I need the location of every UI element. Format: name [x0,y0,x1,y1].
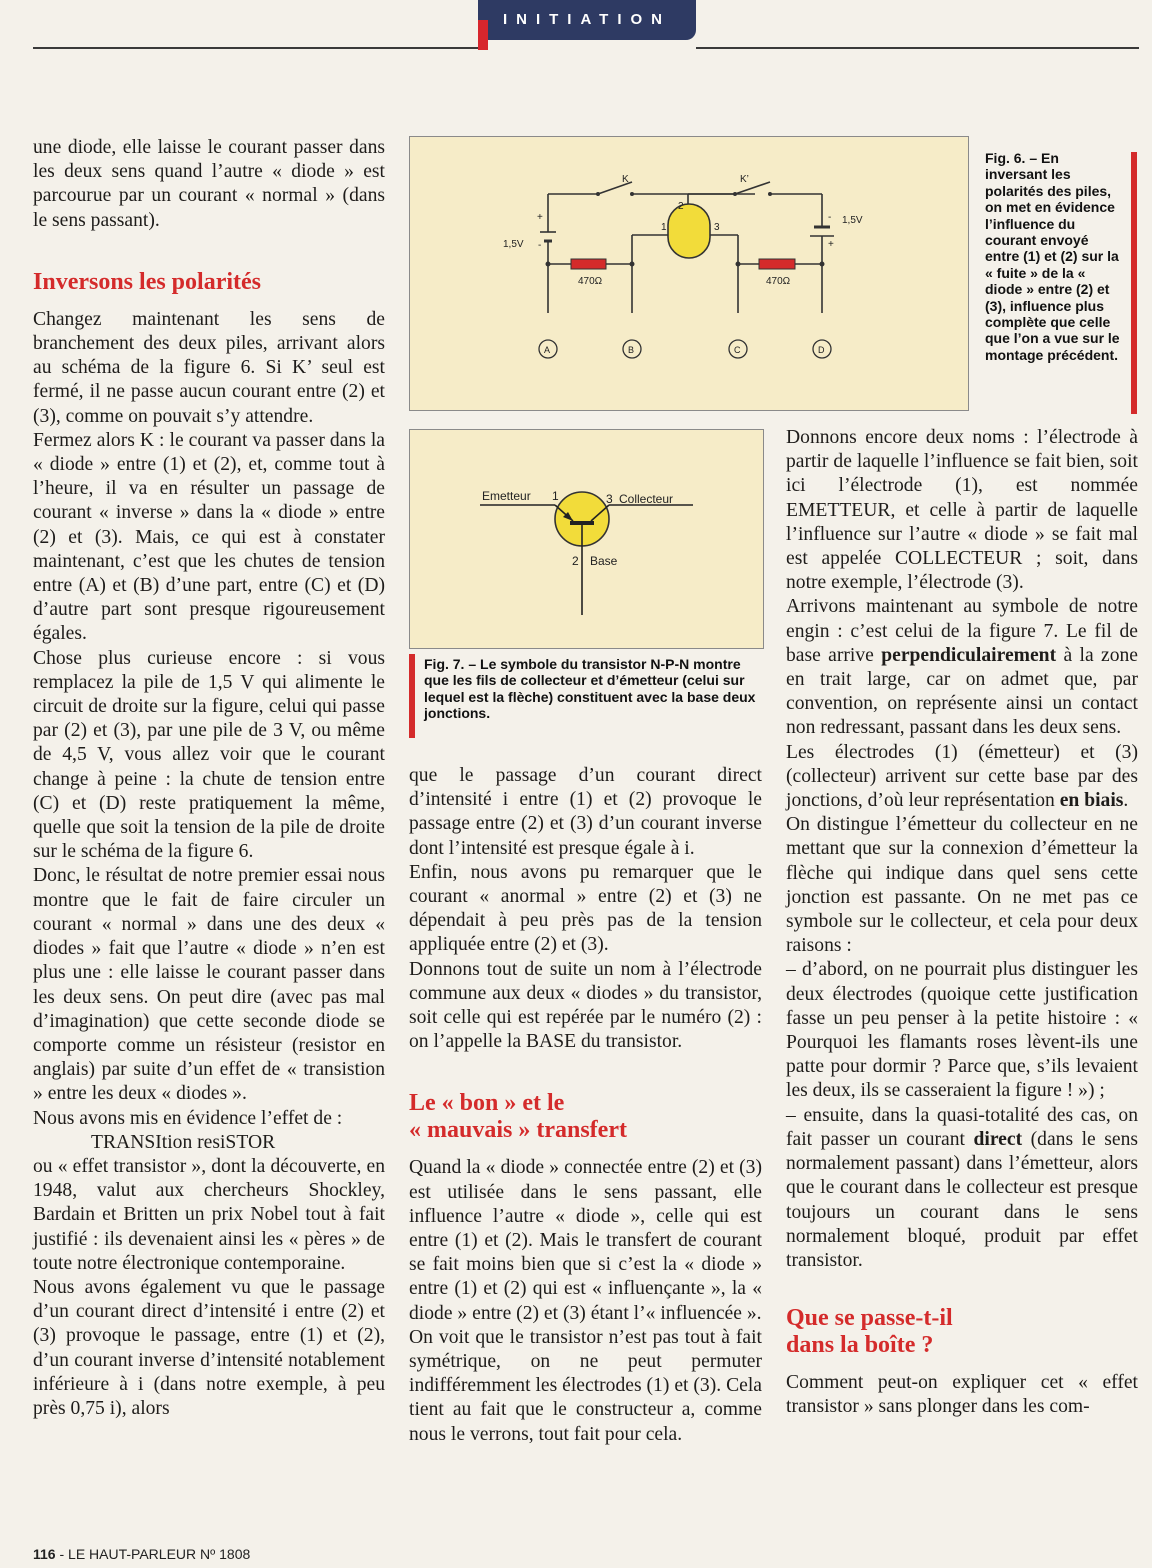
paragraph: Donnons encore deux noms : l’électrode à partir de laquelle l’influence se fait bien, soit ici l’électrode (1), est nommée EMETTEUR, et celle à partir de laquelle l’influence sur l’autre « diode » se fait mal est appelée COLLECTEUR ; soit, dans notre exemple, l’électrode (3). [786,427,1138,594]
paragraph: Nous avons mis en évidence l’effet de : [33,1107,343,1129]
section-tab-accent [478,20,488,50]
column-2 [409,764,762,1447]
battery-left-minus: - [538,240,542,251]
pin-1-label: 1 [552,489,559,503]
paragraph: Arrivons maintenant au symbole de notre engin : c’est celui de la figure 7. Le fil de base arrive perpendiculairement à la zone en trait large, car on admet que, par convention, on représente ainsi un contact non redressant, passant dans les deux sens. [786,596,1138,739]
page-number: 116 [33,1546,56,1562]
figure-6-caption-bar [1131,152,1137,414]
section-heading-line-2: dans la boîte ? [786,1332,934,1359]
resistor-right-label: 470Ω [766,276,791,287]
paragraph: Donnons tout de suite un nom à l’électrode commune aux deux « diodes » du transistor, soit celle qui est repérée par le numéro (2) : on l’appelle la BASE du transistor. [409,958,762,1053]
figure-7-caption-bar [409,654,415,738]
paragraph: ou « effet transistor », dont la découverte, en 1948, valut aux chercheurs Shockley, Bardain et Britten un prix Nobel tout à fait justifié : ils devenaient ainsi les « pères » de toute notre électronique contemporaine. [33,1155,385,1274]
paragraph: Les électrodes (1) (émetteur) et (3) (collecteur) arrivent sur cette base par des jonctions, d’où leur représentation en biais. [786,741,1138,812]
collector-label: Collecteur [619,492,674,506]
figure-7-caption: Fig. 7. – Le symbole du transistor N-P-N montre que les fils de collecteur et d’émetteur (celui sur lequel est la flèche) constituent avec la base deux jonctions. [424,656,756,722]
diode-pair-device [668,204,710,258]
battery-left-plus: + [537,212,543,223]
section-heading: Le « bon » et le [409,1090,565,1117]
paragraph: Fermez alors K : le courant va passer dans la « diode » entre (1) et (2), et, comme tout à l’heure, il va en résulter un passage de courant « inverse » dans la « diode » entre (2) et (3). Mais, ce qui est à constater maintenant, c’est que les chutes de tension entre (A) et (B) d’une part, entre (C) et (D) d’autre part sont presque rigoureusement égales. [33,429,385,645]
page-footer [33,1546,250,1562]
paragraph: Quand la « diode » connectée entre (2) et (3) est utilisée dans le sens passant, elle influence l’autre « diode », celle qui est entre (1) et (2). Mais le transfert de courant se fait moins bien que si c’est la « diode » entre (1) et (2) qui est « influençante », la « diode » entre (2) et (3) étant l’« influencée ». [409,1157,762,1324]
resistor-left [571,259,606,269]
switch-k-label: K [622,174,629,185]
node-b-label: B [628,345,635,355]
header-rule-left [33,47,478,49]
header-rule-right [696,47,1139,49]
column-1 [33,136,385,1421]
paragraph: On voit que le transistor n’est pas tout à fait symétrique, on ne peut permuter indifféremment les électrodes (1) et (3). Cela tient au fait que le constructeur a, comme nous le verrons, tout fait pour cela. [409,1326,762,1445]
resistor-left-label: 470Ω [578,276,603,287]
pin-3-label: 3 [606,492,613,506]
paragraph: Enfin, nous avons pu remarquer que le courant « anormal » entre (2) et (3) ne dépendait à peu près pas de la tension appliquée entre (2) et (3). [409,861,762,956]
switch-k2-label: K’ [740,174,749,185]
base-label: Base [590,554,618,568]
paragraph: Chose plus curieuse encore : si vous remplacez la pile de 1,5 V qui alimente le circuit de droite sur la figure, celui qui passe par (2) et (3), par une pile de 3 V, ou même de 4,5 V, vous allez voir que le courant change à peine : la chute de tension entre (C) et (D) reste pratiquement la même, quelle que soit la tension de la pile de droite sur le schéma de la figure 6. [33,647,385,863]
paragraph: On distingue l’émetteur du collecteur en ne mettant que sur la connexion d’émetteur la flèche qui indique dans quel sens cette jonction est passante. On ne met pas ce symbole sur le collecteur, et cela pour deux raisons : [786,814,1138,957]
section-tab: INITIATION [478,0,696,40]
paragraph: Comment peut-on expliquer cet « effet transistor » sans plonger dans les com- [786,1372,1138,1418]
paragraph: Nous avons également vu que le passage d’un courant direct d’intensité i entre (2) et (3) provoque le passage, entre (1) et (2), d’un courant inverse d’intensité notablement inférieure à i (dans notre exemple, à peu près 0,75 i), alors [33,1276,385,1419]
paragraph: que le passage d’un courant direct d’intensité i entre (1) et (2) provoque le passage entre (2) et (3) d’un courant inverse dont l’intensité est presque égale à i. [409,765,762,859]
magazine-name: - LE HAUT-PARLEUR Nº 1808 [59,1546,251,1562]
paragraph: TRANSItion resiSTOR [91,1131,276,1153]
figure-7-diagram [409,429,764,649]
figure-6-circuit [410,137,968,410]
pin-2-label: 2 [572,554,579,568]
paragraph: – ensuite, dans la quasi-totalité des cas, on fait passer un courant direct (dans le sens normalement passant) dans l’émetteur, alors que le courant dans le collecteur est presque toujours un courant dans le sens normalement bloqué, produit par effet transistor. [786,1104,1138,1271]
column-3 [786,426,1138,1420]
section-heading: Inversons les polarités [33,268,261,295]
section-heading-line-2: « mauvais » transfert [409,1117,627,1144]
paragraph: – d’abord, on ne pourrait plus distinguer les deux électrodes (quoique cette justification fasse un peu penser à la petite histoire : « Pourquoi les flamants roses lèvent-ils une patte pour dormir ? Parce que, s’ils levaient les deux, ils se casseraient la figure ! ») ; [786,959,1138,1102]
figure-7-symbol [410,430,763,648]
node-d-label: D [818,345,825,355]
pin-2-label: 2 [678,201,684,212]
battery-right-voltage: 1,5V [842,215,863,226]
pin-3-label: 3 [714,222,720,233]
node-a-label: A [544,345,551,355]
paragraph: Changez maintenant les sens de branchement des deux piles, arrivant alors au schéma de la figure 6. Si K’ seul est fermé, il ne passe aucun courant entre (2) et (3), comme on pouvait s’y attendre. [33,308,385,427]
paragraph: une diode, elle laisse le courant passer dans les deux sens quand l’autre « diode » est parcourue par un courant « normal » (dans le sens passant). [33,137,385,231]
figure-6-diagram [409,136,969,411]
pin-1-label: 1 [661,222,667,233]
node-c-label: C [734,345,741,355]
resistor-right [759,259,795,269]
battery-right-plus: + [828,239,834,250]
section-heading: Que se passe-t-il [786,1305,953,1332]
figure-6-caption: Fig. 6. – En inversant les polarités des piles, on met en évidence l’influence du courant envoyé entre (1) et (2) sur la « fuite » de la « diode » entre (2) et (3), influence plus complète que celle que l’on a vue sur le montage précédent. [985,150,1120,363]
battery-right-minus: - [828,212,832,223]
battery-left-voltage: 1,5V [503,239,524,250]
paragraph: Donc, le résultat de notre premier essai nous montre que le fait de faire circuler un courant « normal » dans une des deux « diodes » fait que l’autre « diode » n’en est plus une : elle laisse le courant passer dans les deux sens. On peut dire (avec pas mal d’imagination) que cette seconde diode se comporte comme un résisteur (resistor en anglais) par suite d’un effet de « transistion » entre les deux « diodes ». [33,865,385,1105]
emitter-label: Emetteur [482,489,531,503]
